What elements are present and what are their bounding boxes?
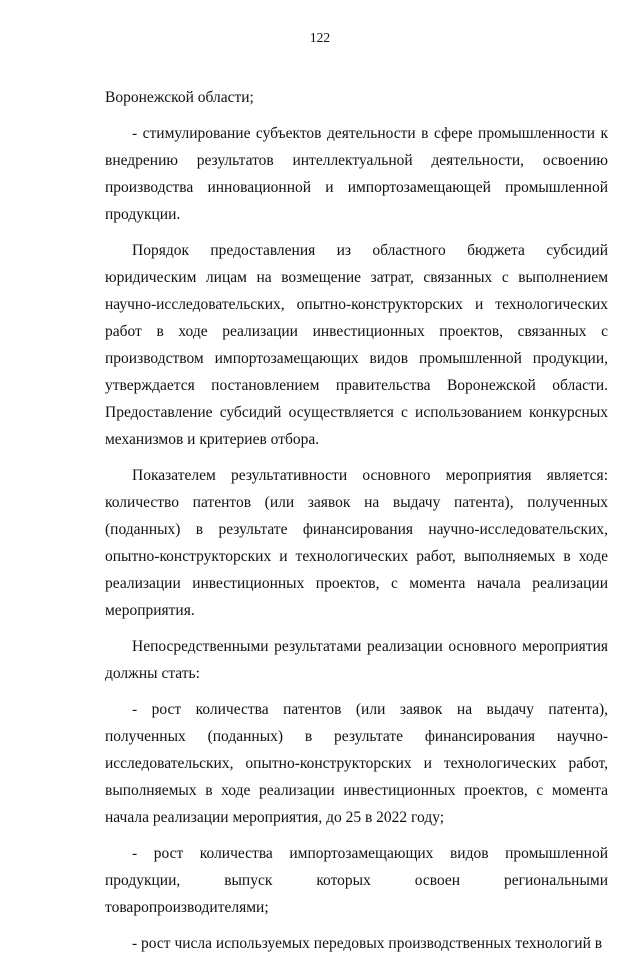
document-body [105, 84, 608, 957]
paragraph-technologies-bullet: - рост числа используемых передовых производственных технологий в [132, 935, 603, 952]
paragraph-direct-results-intro: Непосредственными результатами реализации основного мероприятия должны стать: [105, 638, 608, 682]
paragraph-performance-indicator: Показателем результативности основного мероприятия является: количество патентов (или заявок на выдачу патента), полученных (поданных) в результате финансирования научно-исследовательских, опытно-конструкторских и технологических работ, выполняемых в ходе реализации инвестиционных проектов, с момента начала реализации мероприятия. [105, 467, 608, 619]
paragraph-patents-growth-bullet: - рост количества патентов (или заявок на выдачу патента), полученных (поданных) в результате финансирования научно-исследовательских, опытно-конструкторских и технологических работ, выполняемых в ходе реализации инвестиционных проектов, с момента начала реализации мероприятия, до 25 в 2022 году; [105, 701, 608, 826]
paragraph-stimulation-bullet: - стимулирование субъектов деятельности в сфере промышленности к внедрению результатов интеллектуальной деятельности, освоению производства инновационной и импортозамещающей промышленной продукции. [105, 125, 608, 223]
paragraph-region-continuation: Воронежской области; [105, 89, 254, 106]
paragraph-import-substitution-bullet: - рост количества импортозамещающих видов промышленной продукции, выпуск которых освоен региональными товаропроизводителями; [105, 845, 608, 916]
page-number: 122 [309, 30, 331, 45]
paragraph-subsidy-procedure: Порядок предоставления из областного бюджета субсидий юридическим лицам на возмещение затрат, связанных с выполнением научно-исследовательских, опытно-конструкторских и технологических работ в ходе реализации инвестиционных проектов, связанных с производством импортозамещающих видов промышленной продукции, утверждается постановлением правительства Воронежской области. Предоставление субсидий осуществляется с использованием конкурсных механизмов и критериев отбора. [105, 242, 608, 448]
